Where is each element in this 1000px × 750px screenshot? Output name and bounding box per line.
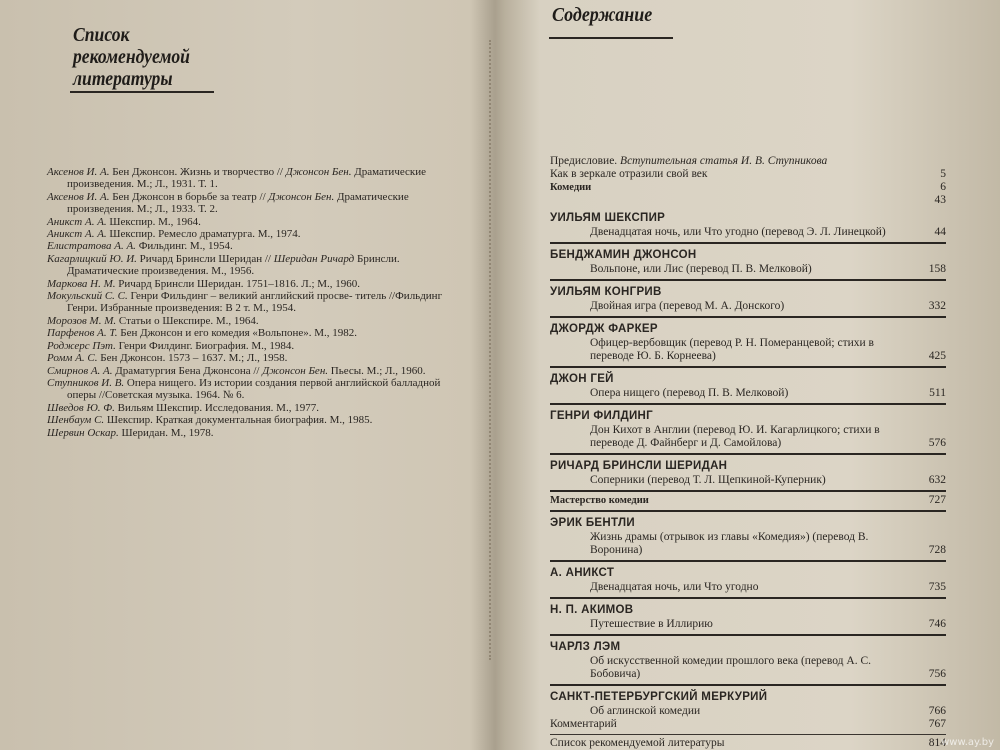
work-title: Офицер-вербовщик (перевод Р. Н. Померанцевой; стихи в переводе Ю. Б. Корнеева) bbox=[590, 337, 874, 362]
bibliography-entry bbox=[47, 240, 457, 252]
toc-author: УИЛЬЯМ КОНГРИВ bbox=[550, 286, 662, 298]
entry-author: Аксенов И. А. bbox=[47, 190, 110, 203]
work-title: Вольпоне, или Лис (перевод П. В. Мелковой) bbox=[590, 263, 812, 275]
entry-author: Маркова Н. М. bbox=[47, 277, 116, 290]
section-divider bbox=[550, 510, 946, 512]
section-divider bbox=[550, 560, 946, 562]
toc-work bbox=[550, 618, 946, 631]
entry-title: Генри Филдинг. Биография. М., 1984. bbox=[118, 339, 295, 352]
toc-author: РИЧАРД БРИНСЛИ ШЕРИДАН bbox=[550, 460, 728, 472]
page-number: 735 bbox=[928, 581, 946, 593]
entry-title: Шеридан. М., 1978. bbox=[121, 426, 214, 439]
entry-title: Ричард Бринсли Шеридан // bbox=[139, 252, 271, 265]
heading-line: литературы bbox=[73, 68, 173, 90]
entry-title: Бен Джонсон. 1573 – 1637. М.; Л., 1958. bbox=[100, 352, 288, 365]
entry-continuation: титель //Фильдинг Генри. Избранные произведения: В 2 т. М., 1954. bbox=[67, 290, 443, 315]
entry-author: Морозов М. М. bbox=[47, 314, 117, 327]
toc-row bbox=[550, 155, 946, 168]
bibliography-entry bbox=[47, 365, 457, 377]
page-number: 728 bbox=[928, 544, 946, 556]
entry-title: Шекспир. Ремесло драматурга. М., 1974. bbox=[109, 228, 301, 241]
page-number: 425 bbox=[928, 350, 946, 362]
toc-row bbox=[550, 168, 946, 181]
bibliography-entry bbox=[47, 377, 457, 402]
bibliography-heading bbox=[73, 24, 190, 90]
entry-title: Генри Фильдинг – великий английский просве- bbox=[130, 290, 353, 303]
entry-author: Аксенов И. А. bbox=[47, 166, 110, 178]
heading-rule bbox=[549, 37, 673, 39]
entry-author: Ромм А. С. bbox=[47, 352, 98, 365]
page-number: 6 bbox=[940, 181, 946, 193]
page-number: 158 bbox=[928, 263, 946, 275]
toc-work bbox=[550, 300, 946, 313]
toc-section-title: Мастерство комедии bbox=[550, 495, 649, 506]
page-number: 576 bbox=[928, 437, 946, 449]
work-title: Двенадцатая ночь, или Что угодно (перевод Э. Л. Линецкой) bbox=[590, 226, 886, 238]
bibliography-entry bbox=[47, 278, 457, 290]
page-number: 632 bbox=[928, 474, 946, 486]
toc-entry-label: Комедии bbox=[550, 182, 592, 193]
toc-work bbox=[550, 337, 946, 363]
work-title: Опера нищего (перевод П. В. Мелковой) bbox=[590, 387, 789, 399]
section-divider bbox=[550, 490, 946, 492]
work-title: Соперники (перевод Т. Л. Щепкиной-Куперник) bbox=[590, 474, 826, 486]
bibliography-entry bbox=[47, 327, 457, 339]
toc-work bbox=[550, 705, 946, 718]
section-divider bbox=[550, 734, 946, 735]
toc-work bbox=[550, 263, 946, 276]
heading-line: Список bbox=[73, 24, 130, 46]
page-number: 766 bbox=[928, 705, 946, 717]
section-divider bbox=[550, 634, 946, 636]
section-divider bbox=[550, 453, 946, 455]
bibliography-list bbox=[47, 166, 457, 439]
page-number: 511 bbox=[929, 387, 946, 399]
page-number: 746 bbox=[928, 618, 946, 630]
work-title: Об искусственной комедии прошлого века (перевод А. С. Бобовича) bbox=[590, 655, 872, 680]
bibliography-entry bbox=[47, 414, 457, 426]
entry-continuation: английской балладной оперы //Советская музыка. 1964. № 6. bbox=[67, 376, 441, 402]
work-title: Об аглинской комедии bbox=[590, 705, 701, 717]
page-number: 332 bbox=[928, 300, 946, 312]
entry-author: Шервин Оскар. bbox=[47, 426, 119, 439]
bibliography-entry bbox=[47, 191, 457, 216]
toc-row bbox=[550, 494, 946, 507]
entry-continuation: Бринсли. Драматические произведения. М., 1956. bbox=[67, 252, 400, 278]
toc-work bbox=[550, 581, 946, 594]
toc-entry-label: Список рекомендуемой литературы bbox=[550, 737, 725, 749]
toc-work bbox=[550, 387, 946, 400]
entry-author: Шенбаум С. bbox=[47, 414, 105, 427]
page-number: 756 bbox=[928, 668, 946, 680]
heading-line: рекомендуемой bbox=[73, 46, 190, 68]
bibliography-entry bbox=[47, 166, 457, 191]
section-divider bbox=[550, 279, 946, 281]
section-divider bbox=[550, 597, 946, 599]
toc-author: САНКТ-ПЕТЕРБУРГСКИЙ МЕРКУРИЙ bbox=[550, 691, 768, 703]
page-number: 727 bbox=[928, 494, 946, 506]
toc-row bbox=[550, 737, 946, 750]
work-title: Дон Кихот в Англии (перевод Ю. И. Кагарлицкого; стихи в переводе Д. Файнберг и Д. Самойлова) bbox=[590, 424, 880, 449]
bibliography-entry bbox=[47, 427, 457, 439]
toc-author: ЭРИК БЕНТЛИ bbox=[550, 517, 635, 529]
entry-title: Опера нищего. Из истории создания первой bbox=[126, 376, 333, 389]
entry-author: Роджерс Пэт. bbox=[47, 339, 116, 352]
entry-author: Смирнов А. А. bbox=[47, 364, 113, 377]
entry-source: Шеридан Ричард bbox=[273, 252, 355, 265]
work-title: Двенадцатая ночь, или Что угодно bbox=[590, 581, 759, 593]
toc-work bbox=[550, 474, 946, 487]
entry-author: Елистратова А. А. bbox=[47, 240, 136, 253]
page-number: 814 bbox=[928, 737, 946, 749]
entry-title: Статьи о Шекспире. М., 1964. bbox=[118, 314, 259, 327]
entry-author: Ступников И. В. bbox=[47, 376, 125, 389]
entry-continuation: Драматические произведения. М.; Л., 1931. Т. 1. bbox=[67, 166, 426, 191]
entry-continuation: Пьесы. М.; Л., 1960. bbox=[330, 364, 426, 377]
bibliography-entry bbox=[47, 315, 457, 327]
entry-author: Парфенов А. Т. bbox=[47, 327, 118, 340]
entry-source: Джонсон Бен. bbox=[262, 364, 329, 377]
entry-title: Шекспир. М., 1964. bbox=[109, 215, 201, 228]
toc-entry-label: Как в зеркале отразили свой век bbox=[550, 168, 708, 180]
entry-title: Бен Джонсон. Жизнь и творчество // bbox=[112, 166, 283, 178]
heading-rule bbox=[70, 91, 214, 93]
entry-source: Джонсон Бен. bbox=[285, 166, 352, 178]
bibliography-entry bbox=[47, 290, 457, 315]
toc-author: ЧАРЛЗ ЛЭМ bbox=[550, 641, 621, 653]
toc-author: ДЖОРДЖ ФАРКЕР bbox=[550, 323, 658, 335]
bibliography-entry bbox=[47, 402, 457, 414]
toc-entry-label: Предисловие. bbox=[550, 155, 621, 167]
page-number: 43 bbox=[934, 194, 946, 206]
bibliography-entry bbox=[47, 340, 457, 352]
toc-work bbox=[550, 424, 946, 450]
entry-title: Бен Джонсон и его комедия «Вольпоне». М., 1982. bbox=[120, 327, 358, 340]
entry-title: Вильям Шекспир. Исследования. М., 1977. bbox=[117, 401, 319, 414]
entry-title: Драматургия Бена Джонсона // bbox=[115, 364, 260, 377]
table-of-contents bbox=[550, 155, 946, 750]
toc-author: ГЕНРИ ФИЛДИНГ bbox=[550, 410, 653, 422]
entry-author: Мокульский С. С. bbox=[47, 290, 128, 303]
entry-continuation: 1985. bbox=[347, 414, 373, 427]
entry-author: Аникст А. А. bbox=[47, 228, 107, 241]
work-title: Двойная игра (перевод М. А. Донского) bbox=[590, 300, 785, 312]
section-divider bbox=[550, 242, 946, 244]
bibliography-entry bbox=[47, 228, 457, 240]
toc-author: А. АНИКСТ bbox=[550, 567, 615, 579]
entry-title: Шекспир. Краткая документальная биография. М., bbox=[106, 414, 345, 427]
entry-continuation: Драматические произведения. М.; Л., 1933. Т. 2. bbox=[67, 190, 409, 216]
watermark: www.ay.by bbox=[941, 737, 994, 748]
toc-work bbox=[550, 226, 946, 239]
contents-heading: Содержание bbox=[552, 4, 653, 26]
entry-title: Фильдинг. М., 1954. bbox=[138, 240, 233, 253]
toc-row bbox=[550, 194, 946, 207]
entry-source: Джонсон Бен. bbox=[268, 190, 335, 203]
page-number: 5 bbox=[940, 168, 946, 180]
toc-author: ДЖОН ГЕЙ bbox=[550, 373, 614, 385]
work-title: Жизнь драмы (отрывок из главы «Комедия») (перевод В. Воронина) bbox=[590, 531, 869, 556]
bibliography-entry bbox=[47, 216, 457, 228]
bibliography-entry bbox=[47, 352, 457, 364]
toc-work bbox=[550, 531, 946, 557]
binding-stitch bbox=[489, 40, 501, 660]
entry-author: Шведов Ю. Ф. bbox=[47, 401, 115, 414]
toc-row bbox=[550, 181, 946, 194]
section-divider bbox=[550, 684, 946, 686]
section-divider bbox=[550, 403, 946, 405]
toc-author: УИЛЬЯМ ШЕКСПИР bbox=[550, 212, 666, 224]
page-number: 44 bbox=[934, 226, 946, 238]
entry-author: Аникст А. А. bbox=[47, 215, 107, 228]
toc-work bbox=[550, 655, 946, 681]
work-title: Путешествие в Иллирию bbox=[590, 618, 713, 630]
bibliography-entry bbox=[47, 253, 457, 278]
toc-author: Н. П. АКИМОВ bbox=[550, 604, 634, 616]
page-number: 767 bbox=[928, 718, 946, 730]
entry-title: Бен Джонсон в борьбе за театр // bbox=[112, 190, 266, 203]
toc-entry-label: Комментарий bbox=[550, 718, 617, 730]
toc-author: БЕНДЖАМИН ДЖОНСОН bbox=[550, 249, 697, 261]
section-divider bbox=[550, 366, 946, 368]
entry-author: Кагарлицкий Ю. И. bbox=[47, 252, 137, 265]
toc-row bbox=[550, 718, 946, 731]
section-divider bbox=[550, 316, 946, 318]
entry-title: Ричард Бринсли Шеридан. 1751–1816. Л.; М., 1960. bbox=[118, 277, 361, 290]
toc-entry-italic: Вступительная статья И. В. Ступникова bbox=[620, 155, 828, 167]
